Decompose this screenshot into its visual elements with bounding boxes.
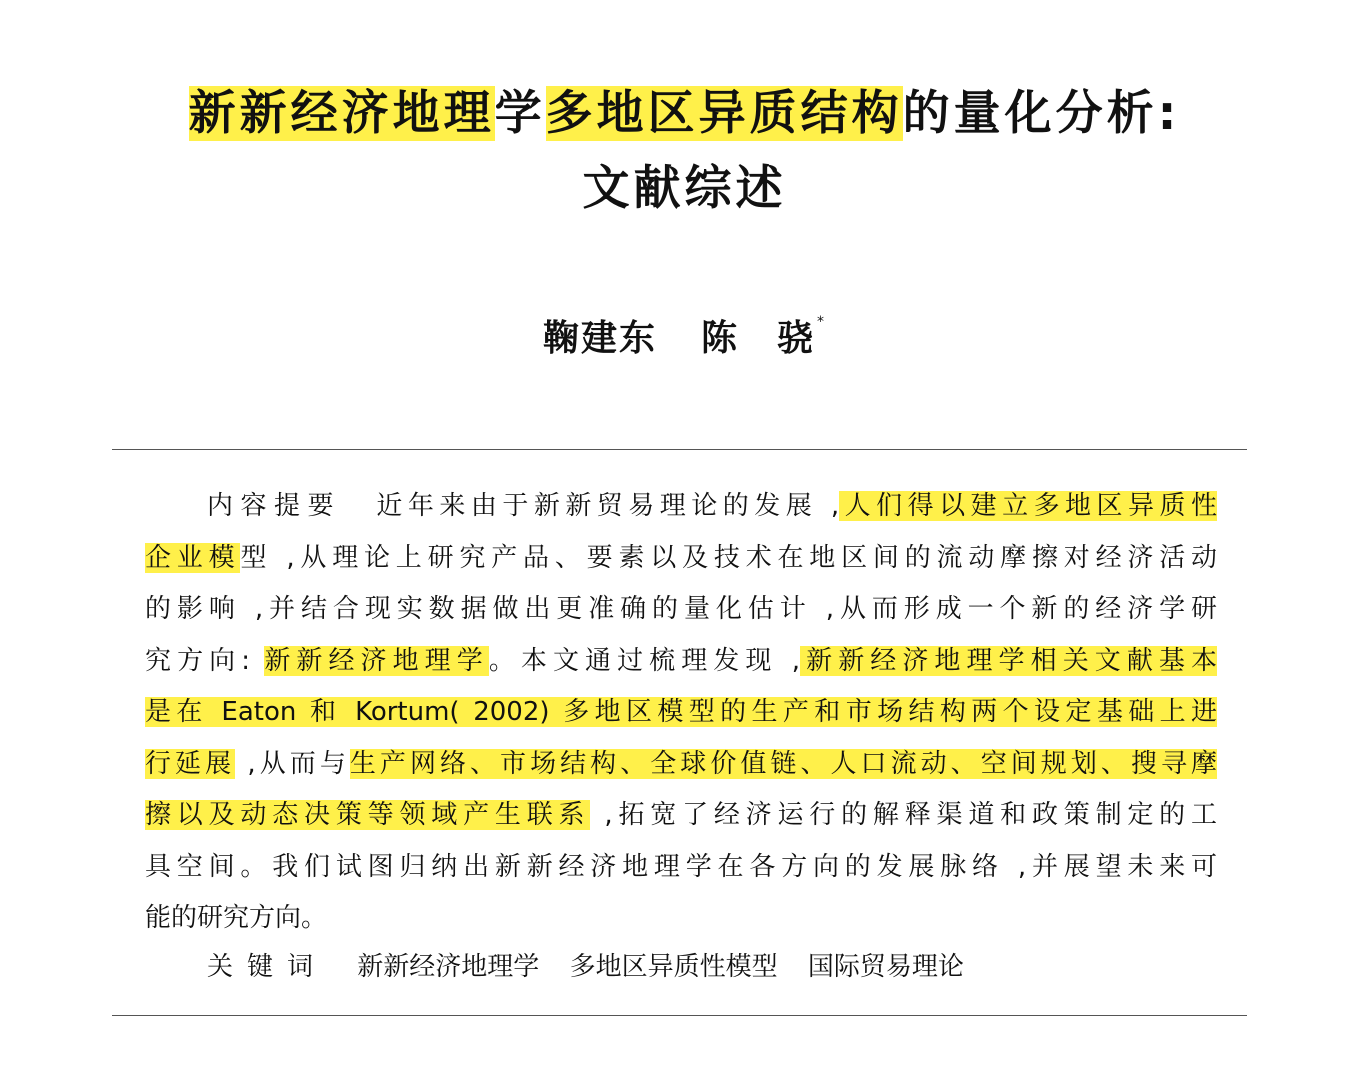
abstract-line — [145, 481, 1217, 533]
keywords-label: 关键词 — [207, 952, 328, 982]
author-footnote-mark: * — [817, 314, 827, 330]
title-line-1 — [0, 86, 1369, 141]
abstract-line — [145, 636, 1217, 688]
title-segment: 的量化分析: — [902, 86, 1181, 141]
abstract-line — [145, 687, 1217, 739]
highlighted-text: 生产网络、市场结构、全球价值链、人口流动、空间规划、搜寻摩 — [349, 748, 1217, 779]
abstract-line — [145, 533, 1217, 585]
highlighted-text: 擦以及动态决策等领域产生联系 — [145, 800, 591, 830]
keyword-2: 多地区异质性模型 — [569, 952, 778, 982]
highlighted-text: 行延展 — [145, 748, 236, 779]
title-segment: 学 — [494, 86, 546, 141]
abstract-text: 的影响 ,并结合现实数据做出更准确的量化估计 ,从而形成一个新的经济学研 — [145, 594, 1217, 624]
abstract-line — [145, 584, 1217, 636]
keyword-1: 新新经济地理学 — [357, 952, 540, 982]
author-1: 鞠建东 — [542, 318, 657, 359]
abstract-text: ,从而与 — [235, 748, 350, 779]
title-segment: 新新经济地理 — [188, 86, 495, 141]
keywords — [207, 942, 964, 994]
abstract-line — [145, 739, 1217, 791]
highlighted-text: 新新经济地理学相关文献基本 — [800, 645, 1217, 676]
top-rule — [112, 449, 1247, 450]
abstract-line — [145, 842, 1217, 894]
highlighted-text: 企业模 — [145, 542, 241, 573]
abstract-line — [145, 790, 1217, 842]
abstract-text: 型 ,从理论上研究产品、要素以及技术在地区间的流动摩擦对经济活动 — [240, 542, 1217, 573]
abstract-text: 。本文通过梳理发现 , — [488, 645, 801, 676]
highlighted-text: 是在 Eaton 和 Kortum( 2002) 多地区模型的生产和市场结构两个设定基础上进 — [145, 697, 1217, 727]
abstract-text: 能的研究方向。 — [145, 903, 328, 933]
author-2: 陈 骁 — [701, 318, 816, 359]
abstract-text: 究方向: — [145, 645, 265, 676]
highlighted-text: 人们得以建立多地区异质性 — [839, 491, 1217, 521]
keyword-3: 国际贸易理论 — [807, 952, 964, 982]
abstract-text: 近年来由于新新贸易理论的发展 , — [370, 491, 840, 521]
authors — [0, 310, 1369, 361]
title-line-2: 文献综述 — [582, 161, 787, 216]
abstract-line — [145, 893, 1217, 945]
bottom-rule — [112, 1015, 1247, 1016]
abstract-text: 具空间。我们试图归纳出新新经济地理学在各方向的发展脉络 ,并展望未来可 — [145, 851, 1217, 882]
abstract — [145, 481, 1217, 945]
title-segment: 多地区异质结构 — [545, 86, 903, 141]
highlighted-text: 新新经济地理学 — [264, 645, 489, 676]
abstract-label: 内容提要 — [207, 491, 341, 521]
abstract-text: ,拓宽了经济运行的解释渠道和政策制定的工 — [590, 800, 1217, 830]
